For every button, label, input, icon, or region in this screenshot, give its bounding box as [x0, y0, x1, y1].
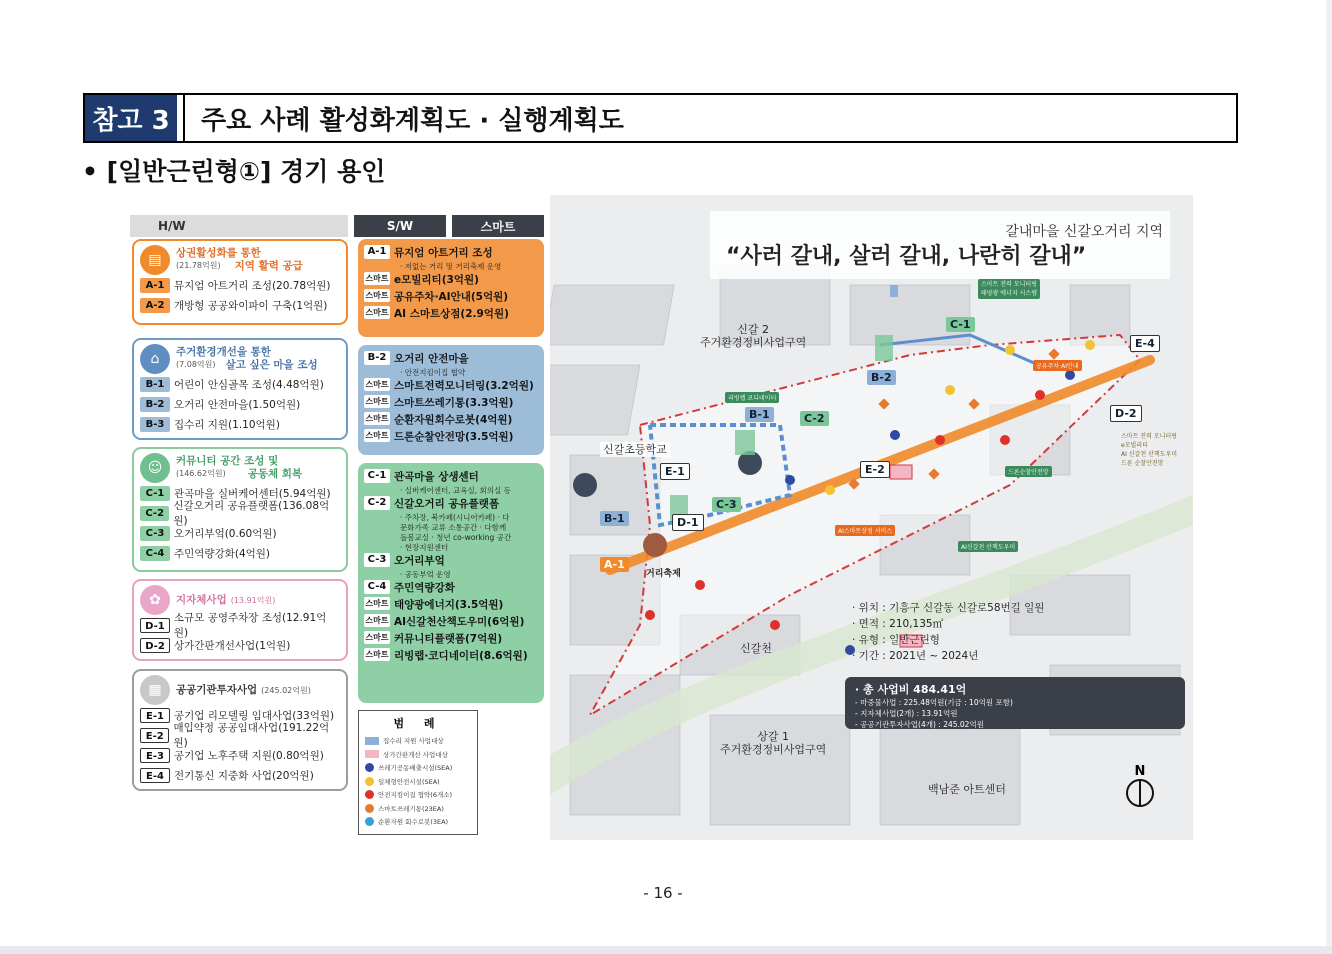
hw-row-text: 전기통신 지중화 사업(20억원): [174, 769, 314, 782]
sw-blue-box: [358, 345, 544, 455]
hw-row-text: 어린이 안심골목 조성(4.48억원): [174, 378, 324, 391]
smart-badge: 스마트: [365, 274, 389, 283]
page-number: - 16 -: [643, 884, 683, 902]
hw-public-box: [132, 669, 348, 791]
living-title: 주거환경개선을 통한: [176, 346, 271, 358]
legend-swatch: [365, 817, 374, 826]
smart-badge: 스마트: [365, 633, 389, 642]
sw-item: [364, 553, 538, 570]
legend-item: [365, 788, 471, 802]
hw-row: [140, 414, 340, 434]
sw-text: 드론순찰안전망(3.5억원): [394, 431, 514, 443]
legend-swatch: [365, 737, 379, 745]
legend-label: 쓰레기공동배출시설(SEA): [378, 764, 453, 773]
code-badge: A-1: [140, 278, 170, 293]
callout-power-solar: 스마트 전력 모니터링 태양광 에너지 시스템: [978, 279, 1040, 299]
code-badge: E-4: [140, 768, 170, 783]
map-tag-c1: C-1: [946, 317, 975, 332]
leaf-icon: ✿: [140, 585, 170, 615]
local-amount: (13.91억원): [230, 595, 276, 605]
hw-row: [140, 275, 340, 295]
smart-badge: 스마트: [365, 291, 389, 300]
code-badge: B-2: [140, 397, 170, 412]
sw-item: [364, 351, 538, 368]
hw-living-box: [132, 338, 348, 440]
code-badge: B-3: [140, 417, 170, 432]
sw-text: 공유주차·AI안내(5억원): [394, 291, 509, 303]
legend-swatch: [365, 804, 374, 813]
legend-title: 범 례: [393, 717, 443, 730]
north-label: N: [1134, 764, 1146, 779]
sw-text: 스마트쓰레기통(3.3억원): [394, 397, 514, 409]
map-tag-e1: E-1: [660, 463, 690, 480]
legend-swatch: [365, 750, 379, 758]
hw-row-text: 뮤지엄 아트거리 조성(20.78억원): [174, 279, 331, 292]
sw-item: [364, 412, 538, 429]
hw-row-text: 소규모 공영주차장 조성(12.91억원): [173, 612, 327, 639]
shop-icon: ▤: [140, 245, 170, 275]
sw-text: 관곡마을 상생센터: [394, 471, 479, 483]
header-divider: [177, 95, 185, 141]
community-title-2: 공동체 회복: [247, 468, 303, 480]
public-amount: (245.02억원): [261, 685, 311, 695]
sw-text: 태양광에너지(3.5억원): [394, 599, 504, 611]
code-badge: E-3: [140, 748, 170, 763]
section-subtitle: • [일반근린형①] 경기 용인: [82, 157, 386, 186]
hw-row: [140, 765, 340, 785]
info-location: · 위치 : 기흥구 신갈동 신갈로58번길 일원: [852, 602, 1045, 614]
hw-row: [140, 394, 340, 414]
legend-swatch: [365, 777, 374, 786]
sw-item: [364, 648, 538, 665]
legend-item: [365, 775, 471, 789]
hw-row-text: 관곡마을 실버케어센터(5.94억원): [174, 487, 331, 500]
callout-drone: 드론순찰안전망: [1005, 466, 1052, 477]
sw-text: AI 스마트상점(2.9억원): [394, 308, 509, 320]
sw-detail: · 주차장, 북카페(시니어카페) · 다문화가족 교류 소통공간 · 다함께 돌봄교실 · 청년 co-working 공간 · 현장지원센터: [400, 513, 512, 552]
commerce-title: 상권활성화를 통한: [176, 247, 261, 259]
site-map: [550, 195, 1193, 840]
living-title-2: 살고 싶은 마을 조성: [225, 359, 318, 371]
callout-smart-services: 스마트 전력 모니터링 e모빌리티 AI 신갈천 산책도우미 드론 순찰안전망: [1121, 433, 1178, 467]
festival-label: 거리축제: [646, 569, 681, 579]
smart-badge: 스마트: [365, 650, 389, 659]
hw-row: [140, 295, 340, 315]
sw-text: 주민역량강화: [394, 582, 455, 594]
sw-detail: · 저없는 거리 및 거리축제 운영: [400, 262, 502, 271]
hw-community-box: [132, 447, 348, 572]
code-badge: B-1: [140, 377, 170, 392]
cost-line: - 공공기관투자사업(4개) : 245.02억원: [855, 720, 984, 729]
hw-row-text: 집수리 지원(1.10억원): [174, 418, 280, 431]
north-arrow-icon: [1123, 765, 1157, 809]
legend-label: 순환자원 회수로봇(3EA): [378, 818, 449, 827]
hw-column-header: H/W: [130, 215, 348, 237]
callout-stream-guide: AI신갈천 산책도우미: [958, 541, 1018, 552]
map-tag-c2: C-2: [800, 411, 829, 426]
hw-row: [140, 612, 340, 639]
hw-local-box: [132, 579, 348, 661]
hw-row-text: 매입약정 공공임대사업(191.22억원): [173, 722, 330, 749]
legend-swatch: [365, 790, 374, 799]
legend-label: 일체형안전시설(SEA): [378, 777, 440, 786]
map-subtitle: 갈내마을 신갈오거리 지역: [1005, 224, 1163, 240]
cost-total: · 총 사업비 484.41억: [855, 683, 967, 696]
sw-text: 스마트전력모니터링(3.2억원): [394, 380, 534, 392]
code-badge: E-1: [140, 708, 170, 723]
hw-row-text: 오거리부엌(0.60억원): [174, 527, 277, 540]
code-badge: D-1: [140, 618, 170, 633]
map-tag-e4: E-4: [1130, 335, 1160, 352]
smart-badge: 스마트: [365, 431, 389, 440]
reference-header: [83, 93, 1238, 143]
hw-row: [140, 500, 340, 527]
sw-code: C-2: [364, 496, 390, 510]
smart-column-header: 스마트: [452, 215, 544, 237]
code-badge: C-1: [140, 486, 170, 501]
hw-row-text: 오거리 안전마을(1.50억원): [174, 398, 301, 411]
stream-label: 신갈천: [740, 642, 772, 655]
reference-tag: 참고 3: [85, 95, 177, 141]
code-badge: E-2: [140, 728, 169, 743]
sw-item: [364, 306, 538, 323]
hw-row: [140, 374, 340, 394]
legend-label: 상가간판개선 사업대상: [383, 750, 448, 759]
map-tag-b2: B-2: [867, 370, 896, 385]
legend-item: [365, 734, 471, 748]
public-title: 공공기관투자사업: [176, 683, 258, 696]
cost-line: - 마중물사업 : 225.48억원(기금 : 10억원 포함): [855, 698, 1013, 707]
page-edge: [0, 946, 1332, 954]
hw-row: [140, 745, 340, 765]
legend-item: [365, 748, 471, 762]
smart-badge: 스마트: [365, 599, 389, 608]
legend-item: [365, 761, 471, 775]
legend-label: 집수리 지원 사업대상: [383, 737, 444, 746]
sw-item: [364, 395, 538, 412]
legend-label: 안전지킴이집 협약(6개소): [378, 791, 453, 800]
hw-row-text: 공기업 노후주택 지원(0.80억원): [174, 749, 324, 762]
sw-text: AI신갈천산책도우미(6억원): [394, 616, 525, 628]
smart-badge: 스마트: [365, 308, 389, 317]
sw-item: [364, 245, 538, 262]
project-info: [852, 600, 1044, 664]
sw-item: [364, 429, 538, 446]
sw-text: 오거리 안전마을: [394, 353, 469, 365]
building-icon: ▦: [140, 675, 170, 705]
sw-text: 커뮤니티플랫폼(7억원): [394, 633, 503, 645]
art-center-label: 백남준 아트센터: [928, 783, 1006, 796]
area1-label: 상갈 1 주거환경정비사업구역: [720, 730, 827, 756]
hw-row-text: 신갈오거리 공유플랫폼(136.08억원): [173, 500, 330, 527]
sw-column-header: S/W: [354, 215, 446, 237]
sw-detail: · 실버케어센터, 교육실, 회의실 등: [400, 486, 511, 495]
legend-item: [365, 802, 471, 816]
map-tag-a1: A-1: [600, 557, 629, 572]
school-label: 신갈초등학교: [600, 442, 670, 457]
people-icon: ☺: [140, 453, 170, 483]
commerce-amount: (21.78억원): [176, 261, 221, 270]
sw-item: [364, 597, 538, 614]
area2-label: 신갈 2 주거환경정비사업구역: [700, 323, 807, 349]
local-title: 지자체사업: [176, 593, 227, 606]
callout-living-lab: 리빙랩 코디네이터: [725, 392, 779, 403]
sw-code: C-3: [364, 553, 390, 567]
smart-badge: 스마트: [365, 414, 389, 423]
sw-code: A-1: [364, 245, 390, 259]
callout-ai-store: AI스마트상점 서비스: [835, 525, 895, 536]
reference-title: 주요 사례 활성화계획도 · 실행계획도: [201, 105, 624, 136]
sw-detail: · 안전지킴이집 협약: [400, 368, 466, 377]
sw-item: [364, 496, 538, 513]
sw-item: [364, 378, 538, 395]
callout-shared-parking: 공유주차·AI안내: [1033, 360, 1082, 371]
legend-item: [365, 815, 471, 829]
sw-text: 순환자원회수로봇(4억원): [394, 414, 513, 426]
code-badge: A-2: [140, 298, 170, 313]
info-period: · 기간 : 2021년 ~ 2024년: [852, 650, 979, 662]
sw-detail: · 공동부엌 운영: [400, 570, 451, 579]
map-drawing: [550, 195, 1193, 840]
hw-row: [140, 722, 340, 749]
map-tag-e2: E-2: [860, 461, 890, 478]
community-amount: (146.62억원): [176, 469, 226, 478]
community-title: 커뮤니티 공간 조성 및: [176, 455, 279, 467]
house-icon: ⌂: [140, 344, 170, 374]
sw-text: 뮤지엄 아트거리 조성: [394, 247, 493, 259]
sw-item: [364, 289, 538, 306]
smart-badge: 스마트: [365, 397, 389, 406]
map-slogan: “사러 갈내, 살러 갈내, 나란히 갈내”: [726, 244, 1087, 269]
map-tag-d2: D-2: [1110, 405, 1142, 422]
plan-figure: [130, 195, 1193, 840]
info-area: · 면적 : 210,135㎡: [852, 618, 944, 630]
sw-code: B-2: [364, 351, 390, 365]
map-tag-b1-alt: B-1: [600, 511, 629, 526]
hw-row-text: 상가간판개선사업(1억원): [174, 639, 291, 652]
sw-code: C-4: [364, 580, 390, 594]
sw-code: C-1: [364, 469, 390, 483]
map-legend: [358, 710, 478, 835]
sw-text: 리빙랩·코디네이터(8.6억원): [394, 650, 528, 662]
smart-badge: 스마트: [365, 616, 389, 625]
hw-row-text: 개방형 공공와이파이 구축(1억원): [174, 299, 328, 312]
code-badge: D-2: [140, 638, 170, 653]
living-amount: (7.08억원): [176, 360, 216, 369]
hw-row-text: 공기업 리모델링 임대사업(33억원): [174, 709, 335, 722]
sw-green-box: [358, 463, 544, 703]
hw-row-text: 주민역량강화(4억원): [174, 547, 271, 560]
sw-item: [364, 614, 538, 631]
sw-item: [364, 580, 538, 597]
legend-label: 스마트쓰레기통(23EA): [378, 804, 444, 813]
sw-text: e모빌리티(3억원): [394, 274, 479, 286]
info-type: · 유형 : 일반근린형: [852, 634, 940, 646]
code-badge: C-4: [140, 546, 170, 561]
sw-text: 오거리부엌: [394, 555, 445, 567]
sw-orange-box: [358, 239, 544, 337]
hw-commerce-box: [132, 239, 348, 325]
legend-swatch: [365, 763, 374, 772]
map-tag-b1: B-1: [745, 407, 774, 422]
sw-item: [364, 631, 538, 648]
hw-row: [140, 543, 340, 563]
code-badge: C-3: [140, 526, 170, 541]
map-tag-c3: C-3: [712, 497, 741, 512]
sw-item: [364, 272, 538, 289]
cost-line: - 지자체사업(2개) : 13.91억원: [855, 709, 958, 718]
code-badge: C-2: [140, 506, 169, 521]
total-cost-box: [845, 677, 1185, 729]
map-tag-d1: D-1: [672, 514, 704, 531]
sw-item: [364, 469, 538, 486]
commerce-title-2: 지역 활력 공급: [234, 260, 303, 272]
smart-badge: 스마트: [365, 380, 389, 389]
sw-text: 신갈오거리 공유플랫폼: [394, 498, 500, 510]
